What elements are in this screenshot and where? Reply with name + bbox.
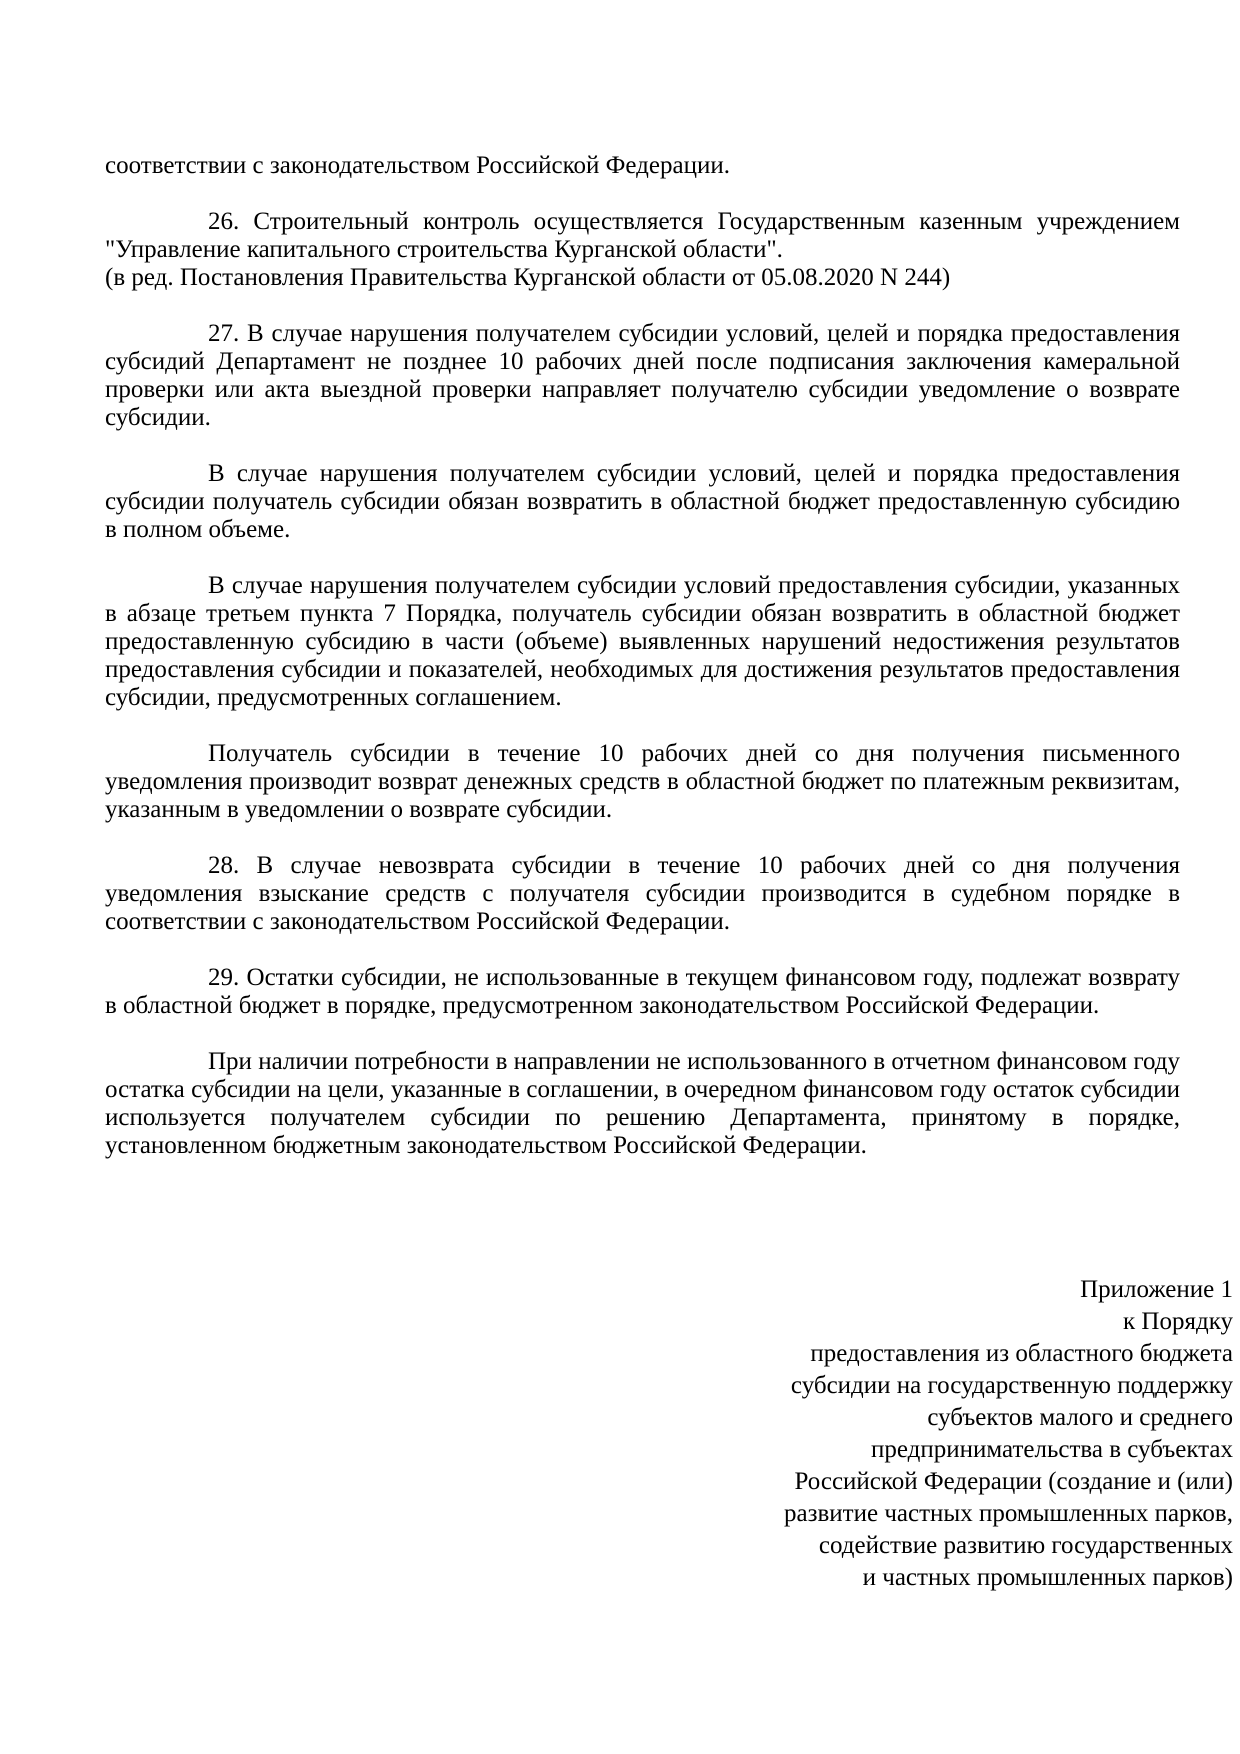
appendix-line-title: Приложение 1 [1080,1276,1233,1303]
paragraph-28: 28. В случае невозврата субсидии в течение 10 рабочих дней со дня получения уведомления взыскание средств с получателя субсидии производится в судебном порядке в соответствии с законодательством Российской Федерации. [105,852,1180,935]
appendix-line: к Порядку [1123,1308,1233,1335]
appendix-line: субсидии на государственную поддержку [790,1372,1233,1399]
paragraph-26: 26. Строительный контроль осуществляется Государственным казенным учреждением "Управление капитального строительства Курганской области". [105,208,1180,263]
appendix-line: и частных промышленных парков) [862,1564,1233,1591]
paragraph-27-abs-2: В случае нарушения получателем субсидии условий, целей и порядка предоставления субсидии получатель субсидии обязан возвратить в областной бюджет предоставленную субсидию в полном объеме. [105,460,1180,543]
paragraph-27-abs-3: В случае нарушения получателем субсидии условий предоставления субсидии, указанных в абзаце третьем пункта 7 Порядка, получатель субсидии обязан возвратить в областной бюджет предоставленную субсидию в части (объеме) выявленных нарушений недостижения результатов предоставления субсидии и показателей, необходимых для достижения результатов предоставления субсидии, предусмотренных соглашением. [105,572,1180,711]
paragraph-29-abs-2: При наличии потребности в направлении не использованного в отчетном финансовом году остатка субсидии на цели, указанные в соглашении, в очередном финансовом году остаток субсидии используется получателем субсидии по решению Департамента, принятому в порядке, установленном бюджетным законодательством Российской Федерации. [105,1048,1180,1159]
appendix-line: содействие развитию государственных [818,1532,1233,1559]
appendix-line: предпринимательства в субъектах [871,1436,1233,1463]
paragraph-continuation: соответствии с законодательством Российской Федерации. [105,152,730,179]
appendix-header-block [0,1274,1240,1594]
appendix-line: предоставления из областного бюджета [810,1340,1233,1367]
paragraph-27: 27. В случае нарушения получателем субсидии условий, целей и порядка предоставления субсидий Департамент не позднее 10 рабочих дней после подписания заключения камеральной проверки или акта выездной проверки направляет получателю субсидии уведомление о возврате субсидии. [105,320,1180,431]
appendix-line: субъектов малого и среднего [927,1404,1233,1431]
paragraph-27-abs-4: Получатель субсидии в течение 10 рабочих дней со дня получения письменного уведомления производит возврат денежных средств в областной бюджет по платежным реквизитам, указанным в уведомлении о возврате субсидии. [105,740,1180,823]
paragraph-26-amendment-note: (в ред. Постановления Правительства Курганской области от 05.08.2020 N 244) [105,264,951,291]
appendix-line: Российской Федерации (создание и (или) [794,1468,1233,1495]
appendix-line: развитие частных промышленных парков, [784,1500,1233,1527]
paragraph-29: 29. Остатки субсидии, не использованные в текущем финансовом году, подлежат возврату в областной бюджет в порядке, предусмотренном законодательством Российской Федерации. [105,964,1180,1019]
